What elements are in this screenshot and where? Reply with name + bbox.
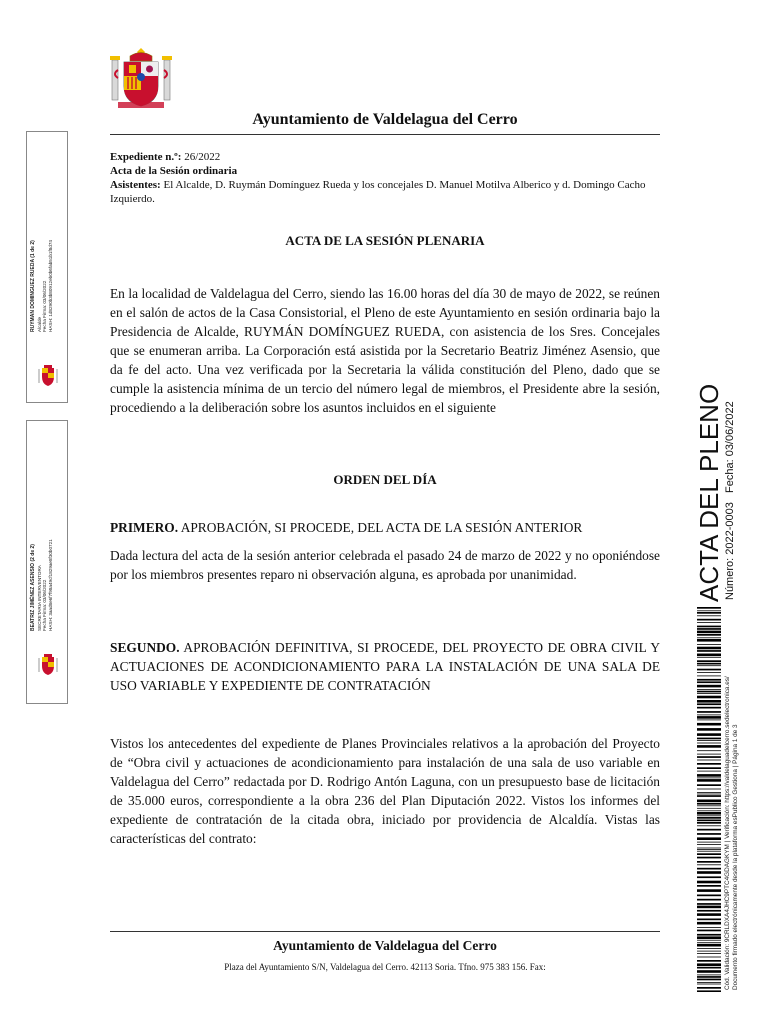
header-divider: [110, 134, 660, 135]
signature-box-alcalde: [26, 131, 68, 403]
item-segundo-body: Vistos los antecedentes del expediente de Planes Provinciales relativos a la aprobación del Proyecto de “Obra civil y actuaciones de acondicionamiento para instalación de una sala de uso variable en Valdelagua del Cerro” redactada por D. Rodrigo Antón Laguna, con un presupuesto base de licitación de 35.000 euros, correspondiente a la obra 236 del Plan Diputación 2022. Vistos los informes del expediente de contratación de la citada obra, iniciado por providencia de Alcaldía. Vistas las características del contrato:: [110, 736, 660, 846]
footer-divider: [110, 931, 660, 932]
footer-address: Plaza del Ayuntamiento S/N, Valdelagua del Cerro. 42113 Soria. Tfno. 975 383 156. Fax:: [224, 962, 546, 972]
barcode-icon: [697, 607, 721, 992]
expediente-label: Expediente n.º:: [110, 151, 182, 163]
item-primero-title: [110, 518, 660, 537]
orden-title: ORDEN DEL DÍA: [333, 472, 437, 487]
asistentes-label: Asistentes:: [110, 179, 161, 191]
item-primero-label: PRIMERO.: [110, 520, 179, 535]
signature-hash: HASH: 3aad8e6f7f98a49cf1829ae8f30b0721: [47, 539, 53, 631]
verification-line-2: Documento firmado electrónicamente desde la plataforma esPublico Gestiona | Página 1 de 3: [731, 724, 739, 990]
signature-role: Alcalde: [36, 316, 42, 332]
intro-paragraph: En la localidad de Valdelagua del Cerro, siendo las 16.00 horas del día 30 de mayo de 2022, se reúnen en el salón de actos de la Casa Consistorial, el Pleno de este Ayuntamiento en sesión ordinaria bajo la Presidencia de Alcalde, RUYMÁN DOMÍNGUEZ RUEDA, con asistencia de los Sres. Concejales que se enumeran arriba. La Corporación está asistida por la Secretario Beatriz Jiménez Asensio, que da fe del acto. Una vez verificada por la Secretaria la válida constitución del Pleno, dado que se cumple la asistencia mínima de un tercio del número legal de miembros, el Presidente abre la sesión, procediendo a la deliberación sobre los asuntos incluidos en el siguiente: [110, 286, 660, 415]
expediente-meta: [110, 150, 660, 206]
acta-fecha: Fecha: 03/06/2022: [724, 401, 736, 493]
asistentes-value: El Alcalde, D. Ruymán Domínguez Rueda y los concejales D. Manuel Motilva Alberico y d. Domingo Cacho Izquierdo.: [110, 179, 646, 205]
header-title: Ayuntamiento de Valdelagua del Cerro: [252, 111, 518, 128]
signature-seal-icon: [37, 364, 59, 388]
signature-text-secretaria: [31, 539, 53, 631]
section-title: ACTA DE LA SESIÓN PLENARIA: [285, 233, 485, 248]
item-segundo-title: [110, 638, 660, 695]
acta-numero: Número: 2022-0003: [724, 502, 736, 600]
signature-role: SECRETARIA INTERVENTORA: [36, 565, 42, 631]
acta-stamp-title: ACTA DEL PLENO: [694, 383, 724, 602]
signature-name: RUYMAN DOMINGUEZ RUEDA (1 de 2): [30, 240, 36, 332]
acta-line: Acta de la Sesión ordinaria: [110, 165, 238, 177]
verification-text: [724, 676, 739, 990]
item-segundo-heading: APROBACIÓN DEFINITIVA, SI PROCEDE, DEL PROYECTO DE OBRA CIVIL Y ACTUACIONES DE ACONDICIONAMIENTO PARA LA INSTALACIÓN DE UNA SALA DE USO VARIABLE Y EXPEDIENTE DE CONTRATACIÓN: [110, 640, 661, 693]
acta-stamp-subtitle: [724, 401, 736, 600]
coat-of-arms-icon: [110, 46, 172, 112]
signature-hash: HASH: 1d8290b3b80912eb0b6fab51b1f8d74: [47, 240, 53, 332]
footer-title: Ayuntamiento de Valdelagua del Cerro: [273, 938, 497, 953]
item-segundo-label: SEGUNDO.: [110, 640, 180, 655]
item-primero-body: Dada lectura del acta de la sesión anterior celebrada el pasado 24 de marzo de 2022 y no oponiéndose por los miembros presentes reparo ni observación alguna, es aprobada por unanimidad.: [110, 548, 660, 582]
signature-date: Fecha Firma: 03/06/2022: [42, 280, 48, 332]
signature-date: Fecha Firma: 03/06/2022: [42, 579, 48, 631]
signature-name: BEATRIZ JIMÉNEZ ASENSIO (2 de 2): [30, 544, 36, 631]
signature-seal-icon: [37, 653, 59, 677]
verification-line-1: Cód. Validación: 9CRLDXA4JHC9PTC4GDAGKYM | Verificación: https://valdelaguadelcerro.sedelectronica.es/: [724, 676, 731, 990]
signature-box-secretaria: [26, 420, 68, 704]
signature-text-alcalde: [31, 240, 53, 332]
item-primero-heading: APROBACIÓN, SI PROCEDE, DEL ACTA DE LA SESIÓN ANTERIOR: [180, 520, 583, 535]
expediente-value: 26/2022: [184, 151, 221, 163]
